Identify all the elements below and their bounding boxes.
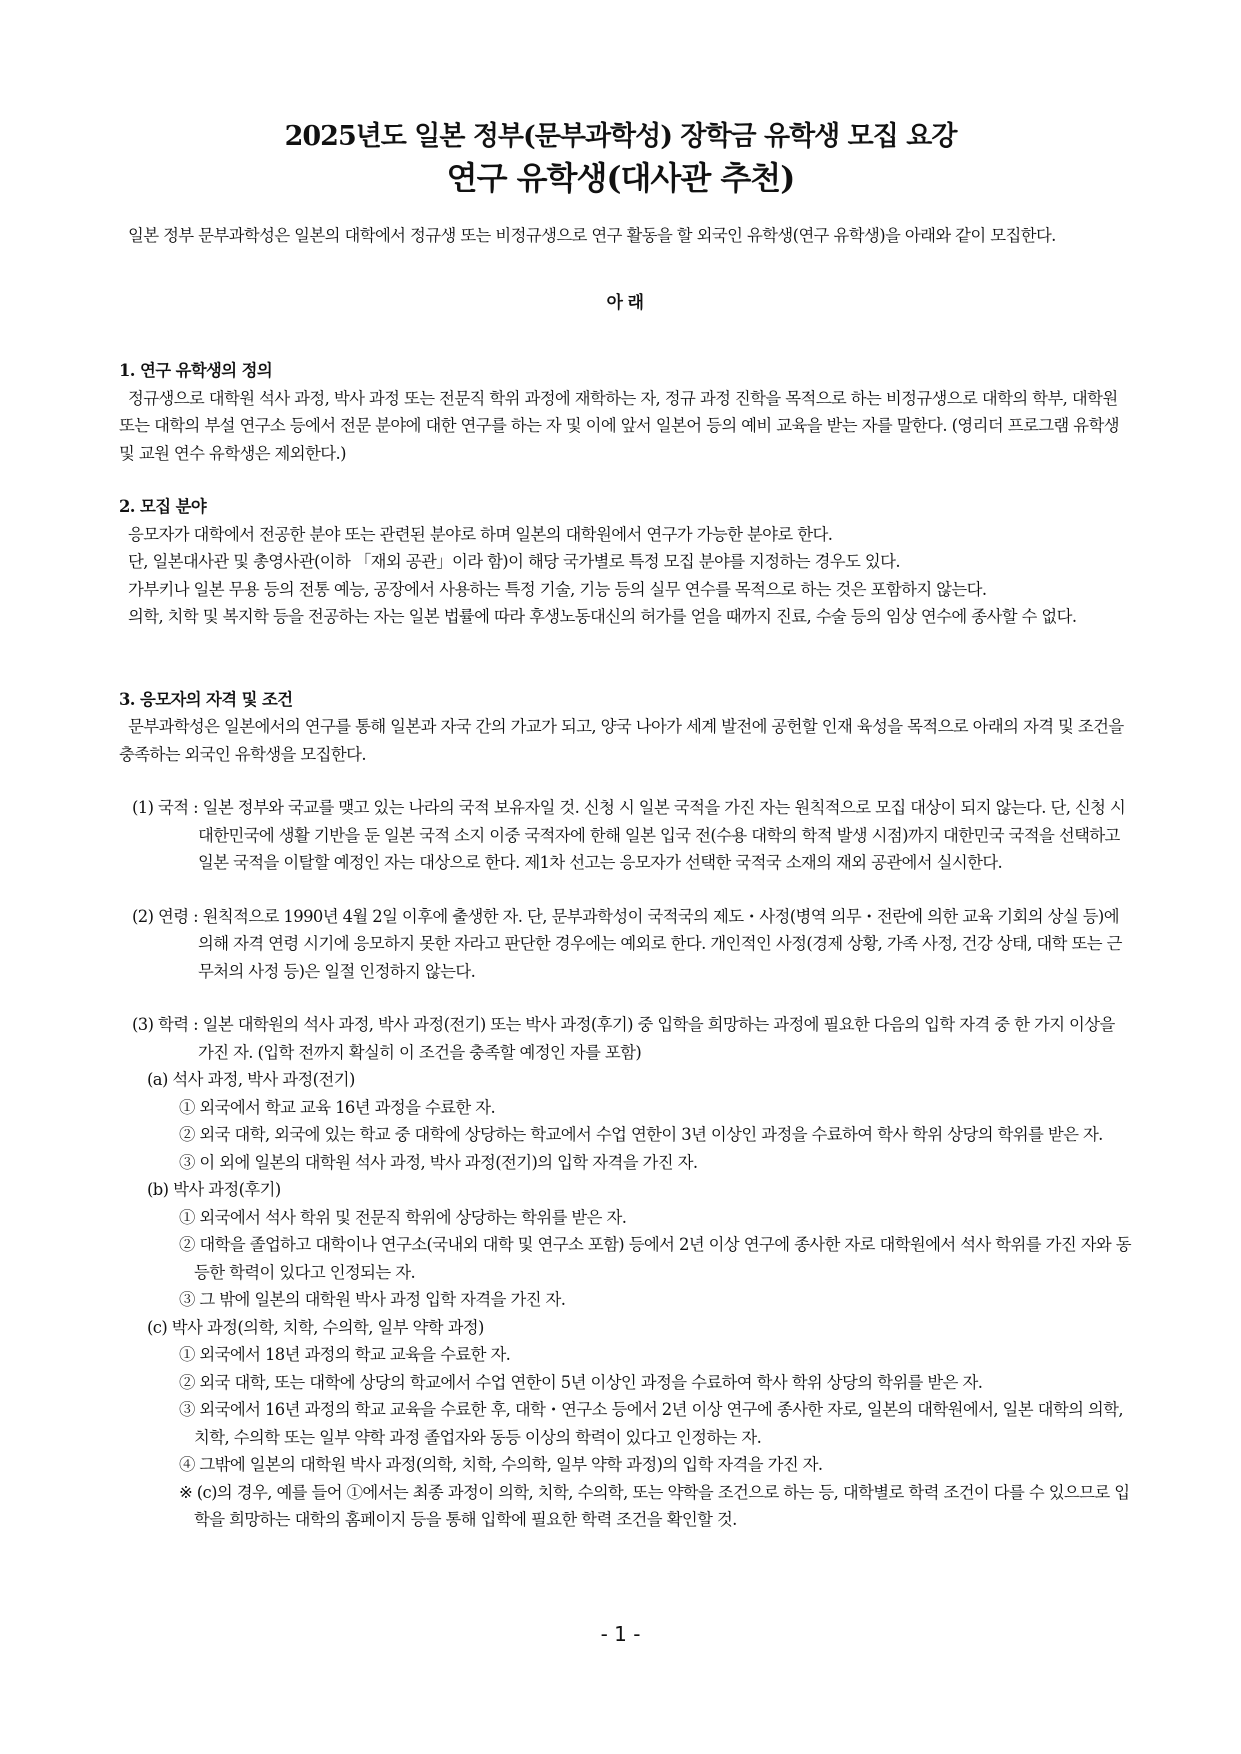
group-label: (a) 석사 과정, 박사 과정(전기) (147, 1070, 355, 1089)
requirement-education: (3) 학력 : 일본 대학원의 석사 과정, 박사 과정(전기) 또는 박사 과정(후기) 중 입학을 희망하는 과정에 필요한 다음의 입학 자격 중 한 가지 이상을 가진 자. (입학 전까지 확실히 이 조건을 충족할 예정인 자를 포함) (132, 1015, 1115, 1062)
section-2-paragraph: 응모자가 대학에서 전공한 분야 또는 관련된 분야로 하며 일본의 대학원에서 연구가 가능한 분야로 한다. (128, 524, 833, 544)
document-body (119, 222, 1131, 1534)
group-label: (b) 박사 과정(후기) (147, 1180, 281, 1199)
spacer (119, 768, 1131, 794)
list-item: ③ 외국에서 16년 과정의 학교 교육을 수료한 후, 대학・연구소 등에서 2년 이상 연구에 종사한 자로, 일본의 대학원에서, 일본 대학의 의학, 치학, 수의학 또는 일부 약학 과정 졸업자와 동등 이상의 학력이 있다고 인정하는 자. (179, 1400, 1123, 1447)
section-3-intro: 문부과학성은 일본에서의 연구를 통해 일본과 자국 간의 가교가 되고, 양국 나아가 세계 발전에 공헌할 인재 육성을 목적으로 아래의 자격 및 조건을 충족하는 외국인 유학생을 모집한다. (119, 717, 1124, 764)
page-number: - 1 - (600, 1622, 641, 1646)
intro-paragraph: 일본 정부 문부과학성은 일본의 대학에서 정규생 또는 비정규생으로 연구 활동을 할 외국인 유학생(연구 유학생)을 아래와 같이 모집한다. (128, 226, 1056, 245)
list-item: ③ 이 외에 일본의 대학원 석사 과정, 박사 과정(전기)의 입학 자격을 가진 자. (179, 1152, 698, 1172)
spacer (119, 985, 1131, 1011)
list-item: ② 대학을 졸업하고 대학이나 연구소(국내외 대학 및 연구소 포함) 등에서 2년 이상 연구에 종사한 자로 대학원에서 석사 학위를 가진 자와 동등한 학력이 있다고 인정되는 자. (179, 1235, 1132, 1282)
section-3-heading: 3. 응모자의 자격 및 조건 (119, 689, 293, 709)
document-subtitle: 연구 유학생(대사관 추천) (446, 159, 795, 197)
section-1-body: 정규생으로 대학원 석사 과정, 박사 과정 또는 전문직 학위 과정에 재학하는 자, 정규 과정 진학을 목적으로 하는 비정규생으로 대학의 학부, 대학원 또는 대학의 부설 연구소 등에서 전문 분야에 대한 연구를 하는 자 및 이에 앞서 일본어 등의 예비 교육을 받는 자를 말한다. (영리더 프로그램 유학생 및 교원 연수 유학생은 제외한다.) (119, 388, 1119, 463)
requirement-nationality: (1) 국적 : 일본 정부와 국교를 맺고 있는 나라의 국적 보유자일 것. 신청 시 일본 국적을 가진 자는 원칙적으로 모집 대상이 되지 않는다. 단, 신청 시 대한민국에 생활 기반을 둔 일본 국적 소지 이중 국적자에 한해 일본 입국 전(수용 대학의 학적 발생 시점)까지 대한민국 국적을 선택하고 일본 국적을 이탈할 예정인 자는 대상으로 한다. 제1차 선고는 응모자가 선택한 국적국 소재의 재외 공관에서 실시한다. (132, 798, 1126, 872)
footnote: ※ (c)의 경우, 예를 들어 ①에서는 최종 과정이 의학, 치학, 수의학, 또는 약학을 조건으로 하는 등, 대학별로 학력 조건이 다를 수 있으므로 입학을 희망하는 대학의 홈페이지 등을 통해 입학에 필요한 학력 조건을 확인할 것. (179, 1482, 1130, 1529)
spacer (119, 467, 1131, 493)
list-item: ③ 그 밖에 일본의 대학원 박사 과정 입학 자격을 가진 자. (179, 1290, 566, 1309)
list-item: ② 외국 대학, 외국에 있는 학교 중 대학에 상당하는 학교에서 수업 연한이 3년 이상인 과정을 수료하여 학사 학위 상당의 학위를 받은 자. (179, 1125, 1103, 1144)
list-item: ② 외국 대학, 또는 대학에 상당의 학교에서 수업 연한이 5년 이상인 과정을 수료하여 학사 학위 상당의 학위를 받은 자. (179, 1372, 983, 1392)
group-label: (c) 박사 과정(의학, 치학, 수의학, 일부 약학 과정) (147, 1317, 484, 1337)
section-2-paragraph: 단, 일본대사관 및 총영사관(이하 「재외 공관」이라 함)이 해당 국가별로 특정 모집 분야를 지정하는 경우도 있다. (128, 552, 900, 571)
section-2-heading: 2. 모집 분야 (119, 497, 207, 516)
spacer (119, 877, 1131, 903)
list-item: ① 외국에서 18년 과정의 학교 교육을 수료한 자. (179, 1345, 511, 1364)
section-1-heading: 1. 연구 유학생의 정의 (119, 361, 273, 380)
document-title: 2025년도 일본 정부(문부과학성) 장학금 유학생 모집 요강 (284, 121, 957, 152)
spacer (119, 631, 1131, 686)
center-heading: 아 래 (606, 292, 644, 313)
section-2-paragraph: 가부키나 일본 무용 등의 전통 예능, 공장에서 사용하는 특정 기술, 기능 등의 실무 연수를 목적으로 하는 것은 포함하지 않는다. (128, 579, 987, 599)
title-block (0, 118, 1241, 200)
section-2-paragraph: 의학, 치학 및 복지학 등을 전공하는 자는 일본 법률에 따라 후생노동대신의 허가를 얻을 때까지 진료, 수술 등의 임상 연수에 종사할 수 없다. (128, 607, 1077, 626)
list-item: ④ 그밖에 일본의 대학원 박사 과정(의학, 치학, 수의학, 일부 약학 과정)의 입학 자격을 가진 자. (179, 1455, 823, 1474)
list-item: ① 외국에서 학교 교육 16년 과정을 수료한 자. (179, 1097, 496, 1117)
requirement-age: (2) 연령 : 원칙적으로 1990년 4월 2일 이후에 출생한 자. 단, 문부과학성이 국적국의 제도・사정(병역 의무・전란에 의한 교육 기회의 상실 등)에 의해 자격 연령 시기에 응모하지 못한 자라고 판단한 경우에는 예외로 한다. 개인적인 사정(경제 상황, 가족 사정, 건강 상태, 대학 또는 근무처의 사정 등)은 일절 인정하지 않는다. (132, 906, 1122, 981)
list-item: ① 외국에서 석사 학위 및 전문직 학위에 상당하는 학위를 받은 자. (179, 1207, 627, 1227)
